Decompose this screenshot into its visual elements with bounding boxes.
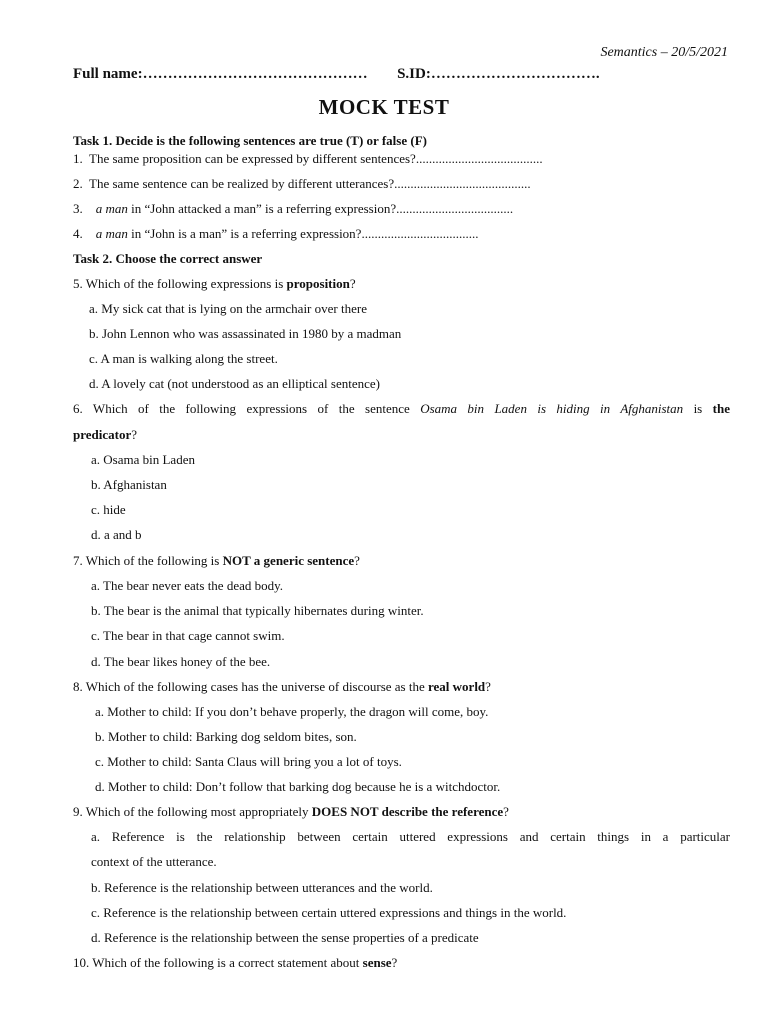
q6-option-d[interactable]: d. a and b <box>91 527 142 542</box>
q7-option-b[interactable]: b. The bear is the animal that typically hibernates during winter. <box>91 603 424 618</box>
q5-option-a[interactable]: a. My sick cat that is lying on the armchair over there <box>89 301 367 316</box>
question-6-cont: predicator? <box>73 427 138 442</box>
task1-heading: Task 1. Decide is the following sentences are true (T) or false (F) <box>73 133 427 148</box>
q7-option-d[interactable]: d. The bear likes honey of the bee. <box>91 654 271 669</box>
question-7: 7. Which of the following is NOT a generic sentence? <box>73 553 360 568</box>
sid-field[interactable]: ……………………………. <box>430 66 600 82</box>
question-1: 1. The same proposition can be expressed by different sentences?....................................... <box>73 151 543 166</box>
fullname-label: Full name: <box>73 66 143 82</box>
answer-blank-3[interactable]: .................................... <box>396 201 514 216</box>
q9-option-d[interactable]: d. Reference is the relationship between the sense properties of a predicate <box>91 930 479 945</box>
question-6: 6. Which of the following expressions of the sentence Osama bin Laden is hiding in Afghanistan is the <box>73 401 730 416</box>
q8-option-c[interactable]: c. Mother to child: Santa Claus will bring you a lot of toys. <box>95 754 402 769</box>
q9-option-c[interactable]: c. Reference is the relationship between certain uttered expressions and things in the world. <box>91 905 567 920</box>
q6-option-b[interactable]: b. Afghanistan <box>91 477 167 492</box>
q5-option-c[interactable]: c. A man is walking along the street. <box>89 351 278 366</box>
q6-option-a[interactable]: a. Osama bin Laden <box>91 452 195 467</box>
fullname-field[interactable]: ……………………………………… <box>142 66 368 82</box>
question-10: 10. Which of the following is a correct statement about sense? <box>73 955 398 970</box>
question-5: 5. Which of the following expressions is proposition? <box>73 276 356 291</box>
student-info-line <box>73 66 600 82</box>
q9-option-b[interactable]: b. Reference is the relationship between utterances and the world. <box>91 880 433 895</box>
q8-option-a[interactable]: a. Mother to child: If you don’t behave properly, the dragon will come, boy. <box>95 704 489 719</box>
sid-label: S.ID: <box>397 66 431 82</box>
answer-blank-1[interactable]: ....................................... <box>415 151 543 166</box>
q7-option-c[interactable]: c. The bear in that cage cannot swim. <box>91 628 285 643</box>
task2-heading: Task 2. Choose the correct answer <box>73 251 263 266</box>
q9-option-a[interactable]: a. Reference is the relationship between certain uttered expressions and certain things in a particular <box>91 829 730 844</box>
question-2: 2. The same sentence can be realized by different utterances?.......................................... <box>73 176 531 191</box>
question-8: 8. Which of the following cases has the universe of discourse as the real world? <box>73 679 491 694</box>
q5-option-d[interactable]: d. A lovely cat (not understood as an elliptical sentence) <box>89 376 380 391</box>
question-4: 4. a man in “John is a man” is a referring expression?.................................... <box>73 226 479 241</box>
page-title: MOCK TEST <box>318 95 450 119</box>
q5-option-b[interactable]: b. John Lennon who was assassinated in 1980 by a madman <box>89 326 402 341</box>
question-3: 3. a man in “John attacked a man” is a referring expression?.................................... <box>73 201 514 216</box>
q8-option-b[interactable]: b. Mother to child: Barking dog seldom bites, son. <box>95 729 357 744</box>
answer-blank-2[interactable]: .......................................... <box>394 176 531 191</box>
q6-option-c[interactable]: c. hide <box>91 502 126 517</box>
question-9: 9. Which of the following most appropriately DOES NOT describe the reference? <box>73 804 509 819</box>
q8-option-d[interactable]: d. Mother to child: Don’t follow that barking dog because he is a witchdoctor. <box>95 779 501 794</box>
course-date: Semantics – 20/5/2021 <box>600 45 728 60</box>
answer-blank-4[interactable]: .................................... <box>361 226 479 241</box>
q9-option-a-cont: context of the utterance. <box>91 854 217 869</box>
q7-option-a[interactable]: a. The bear never eats the dead body. <box>91 578 284 593</box>
